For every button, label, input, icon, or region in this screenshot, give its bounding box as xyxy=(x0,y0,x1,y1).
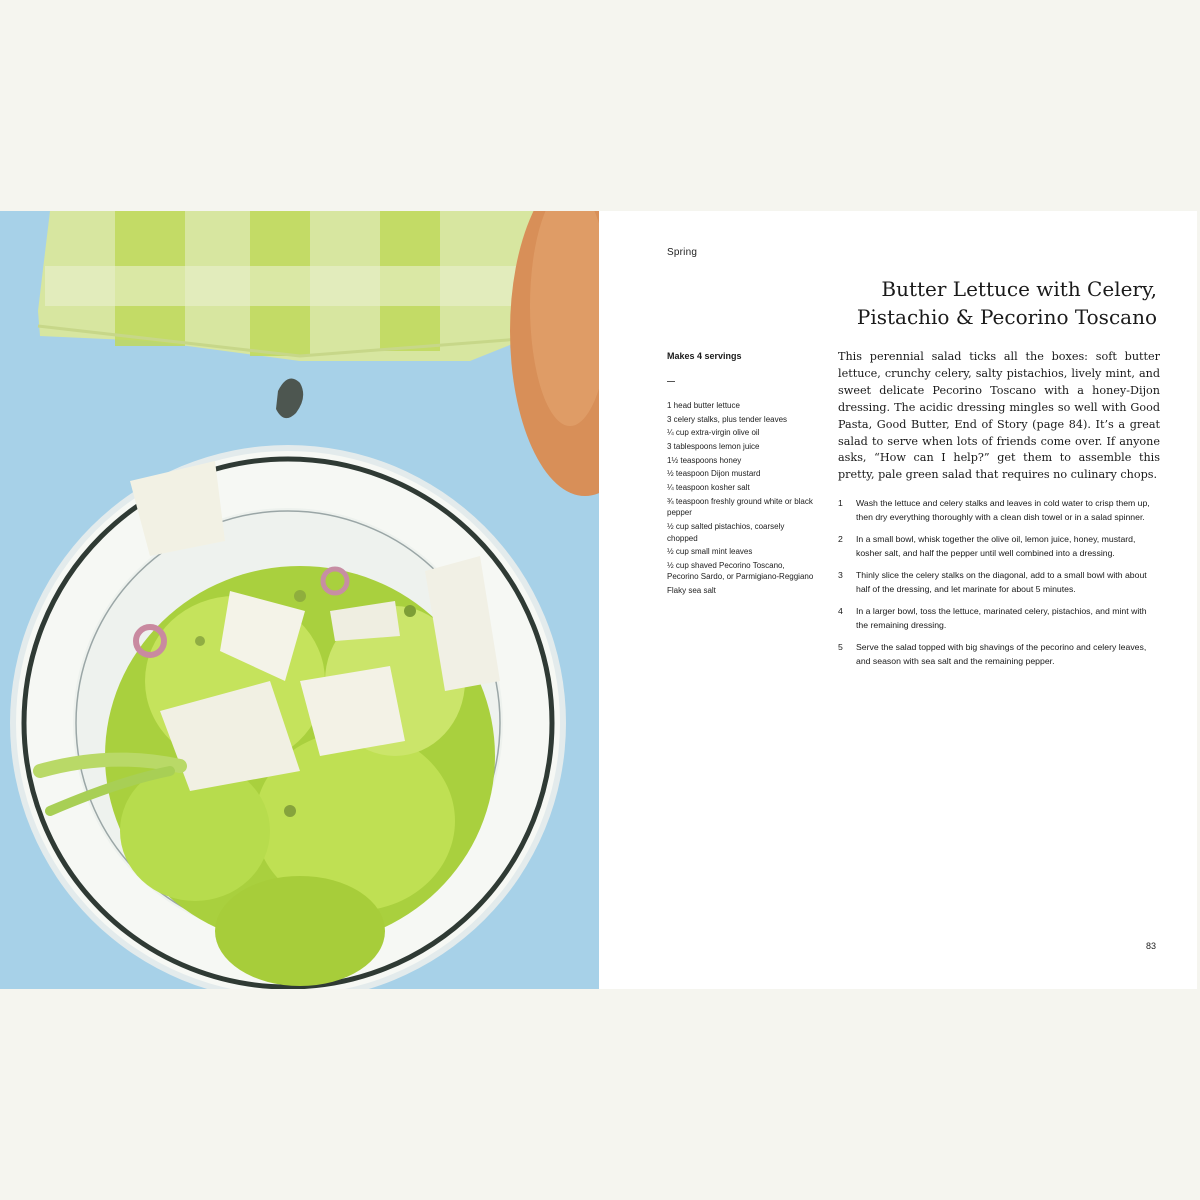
ingredient-item: 3 celery stalks, plus tender leaves xyxy=(667,414,788,424)
step-number: 3 xyxy=(838,570,843,580)
salad-illustration xyxy=(0,211,599,989)
ingredient-item: 3 tablespoons lemon juice xyxy=(667,442,760,452)
method-step xyxy=(838,568,1160,596)
step-text: Thinly slice the celery stalks on the diagonal, add to a small bowl with about half of the dressing, and let marinate for about 5 minutes. xyxy=(856,570,1147,594)
ingredient-list xyxy=(667,400,817,599)
ingredient-item: ¾ teaspoon freshly ground white or black pepper xyxy=(667,496,813,518)
method-step xyxy=(838,604,1160,632)
method-steps xyxy=(838,496,1160,676)
recipe-title-line: Butter Lettuce with Celery, xyxy=(881,277,1157,301)
step-number: 5 xyxy=(838,642,843,652)
ingredient-item: ½ cup shaved Pecorino Toscano, Pecorino Sardo, or Parmigiano-Reggiano xyxy=(667,560,814,582)
recipe-page xyxy=(599,211,1197,989)
book-spread xyxy=(0,211,1197,989)
method-step xyxy=(838,532,1160,560)
ingredient-item: Flaky sea salt xyxy=(667,586,716,596)
ingredient-item: ¼ cup extra-virgin olive oil xyxy=(667,428,760,438)
step-text: In a larger bowl, toss the lettuce, marinated celery, pistachios, and mint with the remaining dressing. xyxy=(856,606,1147,630)
ingredient-item: ½ teaspoon Dijon mustard xyxy=(667,469,761,479)
step-text: Wash the lettuce and celery stalks and leaves in cold water to crisp them up, then dry everything thoroughly with a clean dish towel or in a salad spinner. xyxy=(856,498,1150,522)
servings-label: Makes 4 servings xyxy=(667,351,742,361)
recipe-intro: This perennial salad ticks all the boxes: soft butter lettuce, crunchy celery, salty pistachios, lively mint, and sweet delicate Pecorino Toscano with a honey-Dijon dressing. The acidic dressing mingles so well with Good Pasta, Good Butter, End of Story (page 84). It’s a great salad to serve when lots of friends come over. If anyone asks, “How can I help?” get them to assemble this pretty, pale green salad that requires no culinary chops. xyxy=(838,350,1160,482)
salad-photo xyxy=(0,211,599,989)
step-number: 2 xyxy=(838,534,843,544)
ingredient-item: ¼ teaspoon kosher salt xyxy=(667,483,750,493)
running-head: Spring xyxy=(667,247,698,258)
step-number: 1 xyxy=(838,498,843,508)
step-text: Serve the salad topped with big shavings of the pecorino and celery leaves, and season with sea salt and the remaining pepper. xyxy=(856,642,1147,666)
recipe-title xyxy=(737,275,1157,331)
napkin xyxy=(38,211,560,361)
ingredient-item: 1½ teaspoons honey xyxy=(667,455,742,465)
ingredient-item: ½ cup salted pistachios, coarsely chopped xyxy=(667,522,785,543)
ingredient-item: 1 head butter lettuce xyxy=(667,401,740,410)
recipe-title-line: Pistachio & Pecorino Toscano xyxy=(856,305,1157,329)
method-step xyxy=(838,496,1160,524)
ingredient-item: ½ cup small mint leaves xyxy=(667,547,753,557)
divider xyxy=(667,381,675,382)
step-text: In a small bowl, whisk together the olive oil, lemon juice, honey, mustard, kosher salt, and half the pepper until well combined into a dressing. xyxy=(856,534,1136,558)
page-number: 83 xyxy=(1145,941,1156,951)
method-step xyxy=(838,640,1160,668)
step-number: 4 xyxy=(838,606,843,616)
